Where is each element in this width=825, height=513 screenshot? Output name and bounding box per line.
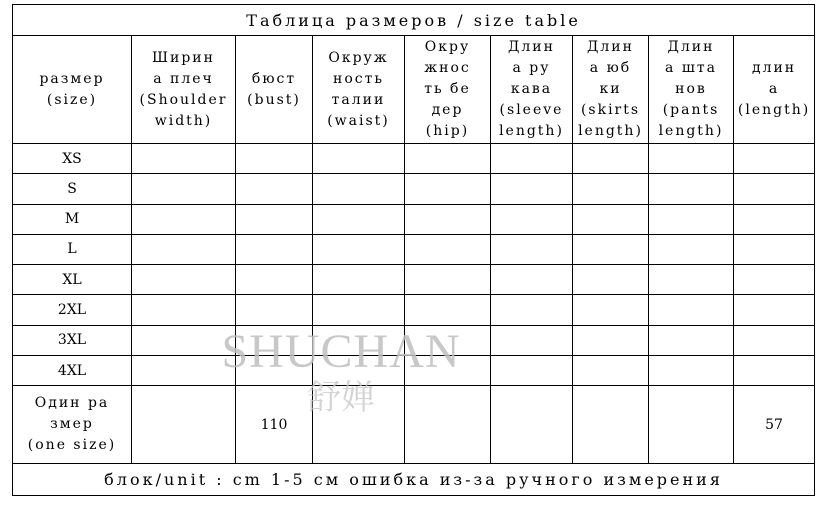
- length-value: [734, 144, 815, 174]
- pants-length-value: [649, 325, 734, 355]
- length-value: [734, 234, 815, 264]
- sleeve-length-value: [491, 174, 573, 204]
- waist-value: [313, 295, 405, 325]
- waist-value: [313, 265, 405, 295]
- bust-value: [236, 295, 313, 325]
- size-table: [12, 4, 815, 496]
- sleeve-length-value: [491, 295, 573, 325]
- skirts-length-value: [573, 355, 649, 385]
- table-row: [13, 355, 815, 385]
- bust-value: [236, 265, 313, 295]
- waist-value: [313, 325, 405, 355]
- header-hip: Окру жнос ть бе дер (hip): [405, 36, 491, 144]
- hip-value: [405, 355, 491, 385]
- shoulder-width-value: [132, 325, 236, 355]
- hip-value: [405, 325, 491, 355]
- hip-value: [405, 265, 491, 295]
- sleeve-length-value: [491, 234, 573, 264]
- pants-length-value: [649, 355, 734, 385]
- skirts-length-value: [573, 325, 649, 355]
- pants-length-value: [649, 265, 734, 295]
- waist-value: [313, 204, 405, 234]
- table-row: [13, 325, 815, 355]
- skirts-length-value: [573, 265, 649, 295]
- waist-value: [313, 174, 405, 204]
- pants-length-value: [649, 386, 734, 464]
- bust-value: [236, 234, 313, 264]
- skirts-length-value: [573, 386, 649, 464]
- header-bust: бюст (bust): [236, 36, 313, 144]
- header-skirts-length: Длин а юб ки (skirts length): [573, 36, 649, 144]
- table-row: [13, 204, 815, 234]
- shoulder-width-value: [132, 204, 236, 234]
- table-row: [13, 265, 815, 295]
- hip-value: [405, 144, 491, 174]
- sleeve-length-value: [491, 355, 573, 385]
- waist-value: [313, 355, 405, 385]
- size-label: XL: [13, 265, 132, 295]
- table-row: [13, 295, 815, 325]
- table-title: Таблица размеров / size table: [13, 5, 815, 36]
- size-label: L: [13, 234, 132, 264]
- shoulder-width-value: [132, 174, 236, 204]
- hip-value: [405, 295, 491, 325]
- bust-value: [236, 174, 313, 204]
- sleeve-length-value: [491, 204, 573, 234]
- header-pants-length: Длин а шта нов (pants length): [649, 36, 734, 144]
- pants-length-value: [649, 295, 734, 325]
- size-label: S: [13, 174, 132, 204]
- size-label: 2XL: [13, 295, 132, 325]
- length-value: 57: [734, 386, 815, 464]
- table-row: [13, 234, 815, 264]
- sleeve-length-value: [491, 325, 573, 355]
- header-length: длин а (length): [734, 36, 815, 144]
- pants-length-value: [649, 174, 734, 204]
- header-waist: Окруж ность талии (waist): [313, 36, 405, 144]
- length-value: [734, 204, 815, 234]
- shoulder-width-value: [132, 234, 236, 264]
- sleeve-length-value: [491, 144, 573, 174]
- sleeve-length-value: [491, 265, 573, 295]
- pants-length-value: [649, 144, 734, 174]
- size-chart: [12, 4, 814, 496]
- shoulder-width-value: [132, 144, 236, 174]
- shoulder-width-value: [132, 355, 236, 385]
- size-label: M: [13, 204, 132, 234]
- bust-value: [236, 355, 313, 385]
- shoulder-width-value: [132, 386, 236, 464]
- waist-value: [313, 234, 405, 264]
- skirts-length-value: [573, 234, 649, 264]
- table-row: [13, 386, 815, 464]
- waist-value: [313, 386, 405, 464]
- hip-value: [405, 386, 491, 464]
- skirts-length-value: [573, 295, 649, 325]
- table-row: [13, 174, 815, 204]
- size-label: 3XL: [13, 325, 132, 355]
- waist-value: [313, 144, 405, 174]
- header-shoulder-width: Ширин а плеч (Shoulder width): [132, 36, 236, 144]
- skirts-length-value: [573, 144, 649, 174]
- hip-value: [405, 234, 491, 264]
- hip-value: [405, 204, 491, 234]
- unit-note: блок/unit : cm 1-5 см ошибка из-за ручного измерения: [13, 464, 815, 496]
- length-value: [734, 265, 815, 295]
- length-value: [734, 325, 815, 355]
- size-label: XS: [13, 144, 132, 174]
- pants-length-value: [649, 204, 734, 234]
- header-size: размер (size): [13, 36, 132, 144]
- length-value: [734, 295, 815, 325]
- bust-value: [236, 204, 313, 234]
- skirts-length-value: [573, 204, 649, 234]
- bust-value: [236, 144, 313, 174]
- table-row: [13, 144, 815, 174]
- size-label: Один ра змер (one size): [13, 386, 132, 464]
- skirts-length-value: [573, 174, 649, 204]
- header-row: [13, 36, 815, 144]
- header-sleeve-length: Длин а ру кава (sleeve length): [491, 36, 573, 144]
- bust-value: [236, 325, 313, 355]
- watermark-latin-text: SHUCHAN: [221, 325, 461, 378]
- pants-length-value: [649, 234, 734, 264]
- shoulder-width-value: [132, 295, 236, 325]
- bust-value: 110: [236, 386, 313, 464]
- hip-value: [405, 174, 491, 204]
- length-value: [734, 174, 815, 204]
- length-value: [734, 355, 815, 385]
- watermark-cjk-text: 舒婵: [307, 378, 375, 418]
- shoulder-width-value: [132, 265, 236, 295]
- size-label: 4XL: [13, 355, 132, 385]
- sleeve-length-value: [491, 386, 573, 464]
